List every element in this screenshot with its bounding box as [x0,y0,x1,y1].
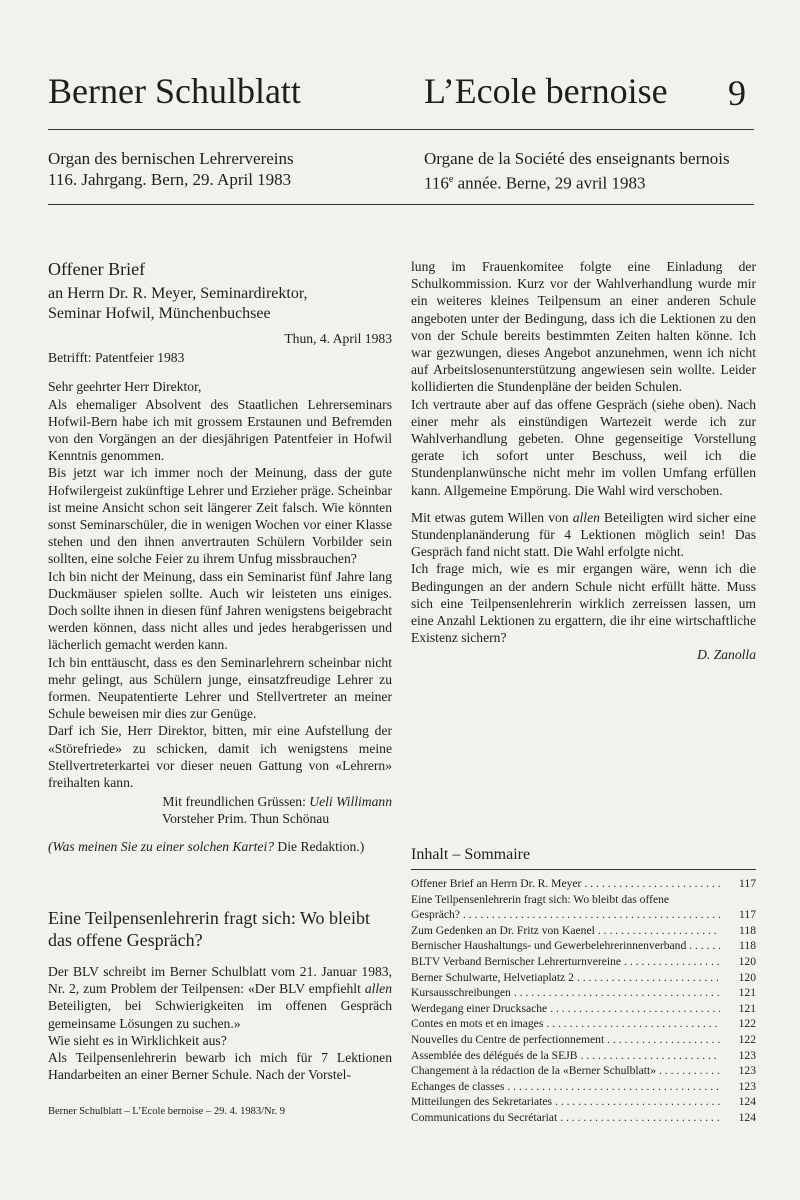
letter2-paragraph: Ich vertraute aber auf das offene Gespräch (siehe oben). Nach einer mehr als einstündigen Wartezeit werde ich zur Wahlverhandlung gebeten. Ohne gegenseitige Vorstellung gerate ich sofort unter Beschuss, weil ich die Stundenplanwünsche nicht mehr im vollen Umfang erfüllen kann. Allgemeine Empörung. Die Wahl wird verschoben. [411,396,756,498]
toc-item [411,1032,756,1048]
toc-item-title: Communications du Secrétariat . . . [411,1110,720,1126]
toc-item [411,1001,756,1017]
letter1-paragraph: Bis jetzt war ich immer noch der Meinung, dass der gute Hofwilergeist zukünftige Lehrer und Erzieher präge. Scheinbar ist meine Ansicht schon seit längerer Zeit falsch. Wie könnten sonst Seminarschüler, die in wenigen Wochen vor einer Klasse stehen und den ihnen anvertrauten Schülern Vorbilder sein sollten, eine solche Feier zu ihrem Unfug missbrauchen? [48,465,392,567]
toc-item [411,1110,756,1126]
right-column [411,258,756,664]
letter1-paragraph: Darf ich Sie, Herr Direktor, bitten, mir eine Aufstellung der «Störefriede» zu schicken, damit ich wenigstens meine Stellvertreterkartei vor dieser neuen Gattung von «Lehrern» freihalten kann. [48,723,392,791]
toc-item [411,876,756,892]
toc-item-title: Offener Brief an Herrn Dr. R. Meyer . . . [411,876,720,892]
letter1-paragraph: Als ehemaliger Absolvent des Staatlichen Lehrerseminars Hofwil-Bern habe ich mit grossem Erstaunen und Befremden von den Vorgängen an der diesjährigen Patentfeier in Hofwil Kenntnis genommen. [48,396,392,464]
toc-item-page: 123 [720,1048,756,1064]
toc-item-page: 123 [720,1063,756,1079]
toc-item-page: 124 [720,1110,756,1126]
toc-item-title: Assemblée des délégués de la SEJB . . . [411,1048,720,1064]
footer-text: Berner Schulblatt – L’Ecole bernoise – 29. 4. 1983/Nr. 9 [48,1106,285,1117]
subtitle-de-line-1: Organ des bernischen Lehrervereins [48,149,294,168]
letter1-signer-role: Vorsteher Prim. Thun Schönau [162,811,330,827]
toc-item-page: 120 [720,970,756,986]
toc-item [411,954,756,970]
subtitle-de [48,148,294,190]
toc-item [411,923,756,939]
toc-item-title: Echanges de classes . . . [411,1079,720,1095]
toc-item-page: 117 [720,907,756,923]
toc-item [411,1016,756,1032]
masthead-title-de: Berner Schulblatt [48,71,301,111]
toc-title: Inhalt – Sommaire [411,846,531,863]
letter2-paragraph: Ich frage mich, wie es mir ergangen wäre, wenn ich die Bedingungen an der andern Schule nicht erfüllt hätte. Muss sich eine Teilpensenlehrerin wirklich zerreissen lassen, um eine Anzahl Lektionen zu ergattern, die ihr eine wirtschaftliche Existenz sichern? [411,561,756,646]
letter1-addressee-2: Seminar Hofwil, Münchenbuchsee [48,305,271,322]
letter1-signer: Ueli Willimann [309,794,392,810]
letter2-p5-emphasis: allen [572,509,600,525]
toc-item-title: Zum Gedenken an Dr. Fritz von Kaenel . . . [411,923,720,939]
letter1-addressee-1: an Herrn Dr. R. Meyer, Seminardirektor, [48,285,308,302]
toc-item-page: 118 [720,938,756,954]
toc-item-page: 117 [720,876,756,892]
toc-item [411,1048,756,1064]
subtitle-fr-line-2: 116e année. Berne, 29 avril 1983 [424,173,646,193]
letter2-p1-a: Der BLV schreibt im Berner Schulblatt vom 21. Januar 1983, Nr. 2, zum Problem der Teilpensen: «Der BLV empfiehlt [48,963,392,997]
masthead-rule-bottom [48,204,754,205]
letter1-place-date: Thun, 4. April 1983 [284,331,392,346]
masthead-rule-top [48,129,754,130]
toc-item-page: 121 [720,1001,756,1017]
toc-item-page: 120 [720,954,756,970]
letter2-signature: D. Zanolla [697,647,756,663]
letter2-heading: Eine Teilpensenlehrerin fragt sich: Wo bleibt das offene Gespräch? [48,907,371,950]
toc-item-title: Kursausschreibungen . . . [411,985,720,1001]
left-column [48,258,392,1083]
letter1-closing [48,793,392,810]
toc-item-title: Bernischer Haushaltungs- und Gewerbelehrerinnenverband . . . [411,938,720,954]
toc-item-title: Eine Teilpensenlehrerin fragt sich: Wo bleibt das offene Gespräch? . . . [411,892,720,923]
toc-item [411,985,756,1001]
toc [411,845,756,1126]
letter1-closing-text: Mit freundlichen Grüssen: [162,794,306,810]
toc-item-title: Werdegang einer Drucksache . . . [411,1001,720,1017]
letter2-paragraph [48,963,392,1032]
toc-item-title: Mitteilungen des Sekretariates . . . [411,1094,720,1110]
letter2-p5-b: Beteiligten wird sicher eine Stundenplanänderung für 4 Lektionen möglich sein! Das Gespräch fand nicht statt. Die Wahl erfolgte nicht. [411,509,757,560]
letter1-editor-note-rest: Die Redaktion.) [274,838,365,854]
letter2-paragraph: Als Teilpensenlehrerin bewarb ich mich für 7 Lektionen Handarbeiten an einer Berner Schule. Nach der Vorstel- [48,1049,392,1083]
subtitle-fr-line-1: Organe de la Société des enseignants bernois [424,149,730,168]
letter1-heading: Offener Brief [48,259,146,279]
toc-item-page: 122 [720,1016,756,1032]
letter2-p1-emphasis: allen [364,981,392,997]
toc-item-title: BLTV Verband Bernischer Lehrerturnvereine . . . [411,954,720,970]
masthead-title-fr: L’Ecole bernoise [424,71,668,111]
toc-item-page: 123 [720,1079,756,1095]
toc-item-page: 121 [720,985,756,1001]
toc-item-page: 122 [720,1032,756,1048]
toc-item-title: Contes en mots et en images . . . [411,1016,720,1032]
toc-item-title: Nouvelles du Centre de perfectionnement . . . [411,1032,720,1048]
letter2-paragraph [411,509,756,561]
toc-item-page: 118 [720,923,756,939]
toc-item [411,1094,756,1110]
letter1-editor-note-italic: (Was meinen Sie zu einer solchen Kartei? [48,838,275,854]
letter2-p5-a: Mit etwas gutem Willen von [411,509,573,525]
subtitle-de-line-2: 116. Jahrgang. Bern, 29. April 1983 [48,170,292,189]
toc-item [411,970,756,986]
letter1-paragraph: Ich bin nicht der Meinung, dass ein Seminarist fünf Jahre lang Duckmäuser spielen sollte. Auch wir leisteten uns einiges. Doch sollte ihnen in diesen fünf Jahren wenigstens beigebracht werden können, dass nicht alles und jedes herabgerissen und lächerlich gemacht werden kann. [48,568,392,653]
letter1-salutation: Sehr geehrter Herr Direktor, [48,379,202,395]
toc-item [411,892,756,923]
toc-rule [411,869,756,870]
toc-item-title: Changement à la rédaction de la «Berner Schulblatt» . . . [411,1063,720,1079]
toc-item [411,1079,756,1095]
issue-number: 9 [728,73,746,113]
toc-item-page: 124 [720,1094,756,1110]
letter2-paragraph: lung im Frauenkomitee folgte eine Einladung der Schulkommission. Kurz vor der Wahlverhandlung wurde mir ein weiteres kleines Teilpensum an einer anderen Schule angeboten unter der Bedingung, dass ich die Lektionen zu den von der Schule bereits bestimmten Zeiten halten könne. Ich war gezwungen, dieses Angebot anzunehmen, wenn ich nicht auf Arbeitslosenunterstützung angewiesen sein wollte. Leider kollidierten die Stundenpläne der beiden Schulen. [411,259,756,395]
toc-item-title: Berner Schulwarte, Helvetiaplatz 2 . . . [411,970,720,986]
letter1-editor-note [48,838,392,855]
toc-item [411,1063,756,1079]
letter1-paragraph: Ich bin enttäuscht, dass es den Seminarlehrern scheinbar nicht mehr gelingt, aus Schülern junge, einsatzfreudige Lehrer zu formen. Neupatentierte Lehrer und Stellvertreter an meiner Schule beweisen mir dies zur Genüge. [48,654,392,722]
letter2-paragraph: Wie sieht es in Wirklichkeit aus? [48,1032,227,1048]
subtitle-fr [424,148,730,194]
letter2-p1-b: Beteiligten, bei Schwierigkeiten im offenen Gespräch gemeinsame Lösungen zu suchen.» [48,998,392,1031]
letter1-subject: Betrifft: Patentfeier 1983 [48,350,185,366]
toc-list [411,876,756,1126]
toc-item [411,938,756,954]
